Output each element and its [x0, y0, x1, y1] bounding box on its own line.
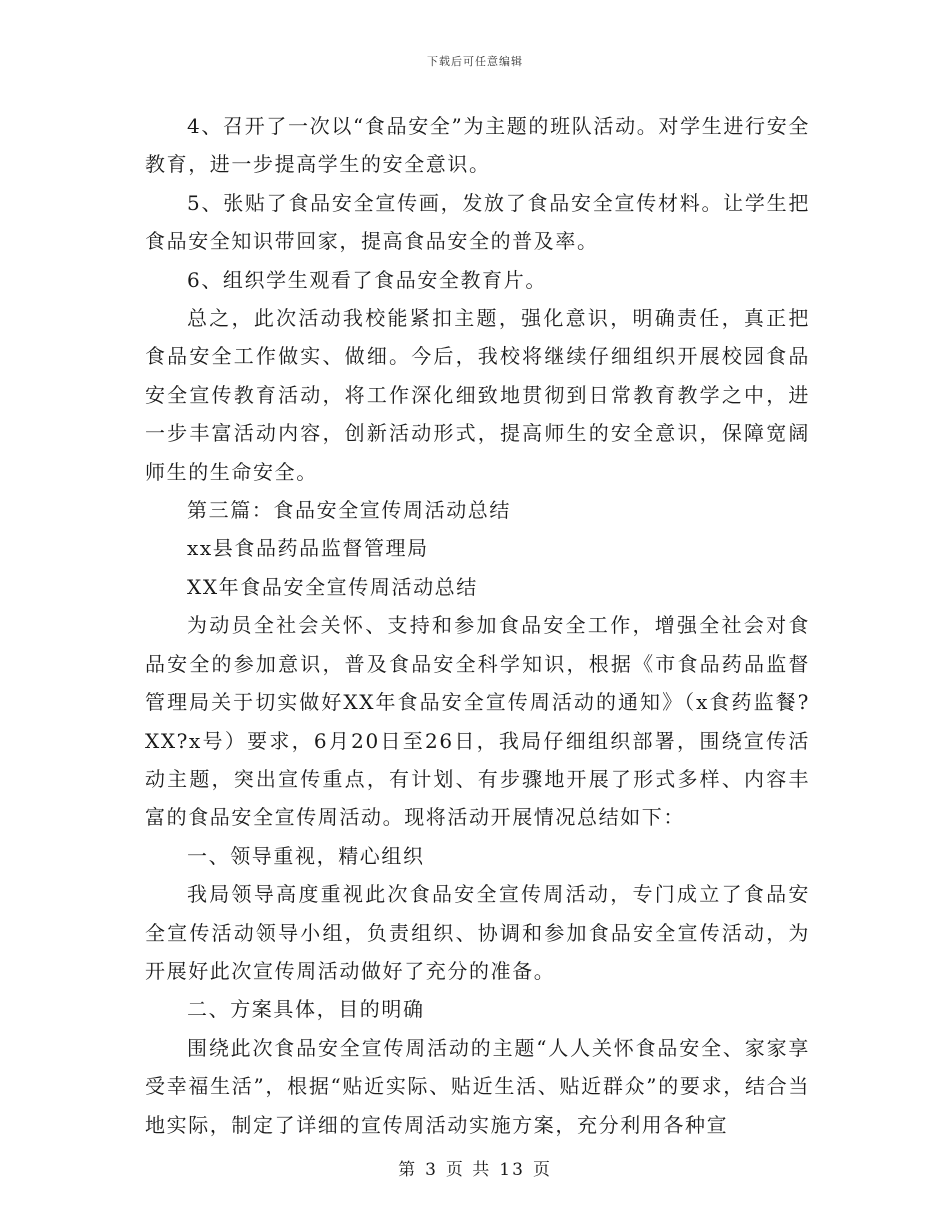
paragraph: 围绕此次食品安全宣传周活动的主题“人人关怀食品安全、家家享受幸福生活”，根据“贴近实际、贴近生活、贴近群众”的要求，结合当地实际，制定了详细的宣传周活动实施方案，充分利用各种宣 — [145, 1035, 810, 1137]
subsection-heading: 一、领导重视，精心组织 — [187, 843, 425, 868]
paragraph: 我局领导高度重视此次食品安全宣传周活动，专门成立了食品安全宣传活动领导小组，负责组织、协调和参加食品安全宣传活动，为开展好此次宣传周活动做好了充分的准备。 — [145, 882, 810, 983]
paragraph: 总之，此次活动我校能紧扣主题，强化意识，明确责任，真正把食品安全工作做实、做细。今后，我校将继续仔细组织开展校园食品安全宣传教育活动，将工作深化细致地贯彻到日常教育教学之中，进一步丰富活动内容，创新活动形式，提高师生的安全意识，保障宽阔师生的生命安全。 — [145, 306, 810, 484]
paragraph: 5、张贴了食品安全宣传画，发放了食品安全宣传材料。让学生把食品安全知识带回家，提高食品安全的普及率。 — [145, 190, 810, 254]
section-heading: 第三篇：食品安全宣传周活动总结 — [187, 498, 511, 523]
paragraph: 6、组织学生观看了食品安全教育片。 — [187, 267, 547, 292]
footer-current-page: 3 — [425, 1160, 438, 1180]
footer-middle: 页 共 — [445, 1160, 492, 1180]
document-body — [145, 107, 810, 1144]
footer-suffix: 页 — [532, 1160, 552, 1180]
footer-prefix: 第 — [398, 1160, 418, 1180]
page-footer — [0, 1155, 950, 1180]
footer-total-pages: 13 — [499, 1160, 525, 1180]
organization-name: xx县食品药品监督管理局 — [187, 536, 429, 561]
paragraph: 4、召开了一次以“食品安全”为主题的班队活动。对学生进行安全教育，进一步提高学生的安全意识。 — [145, 114, 810, 177]
header-note: 下载后可任意编辑 — [427, 55, 523, 68]
paragraph: 为动员全社会关怀、支持和参加食品安全工作，增强全社会对食品安全的参加意识，普及食品安全科学知识，根据《市食品药品监督管理局关于切实做好XX年食品安全宣传周活动的通知》（x食药监餐?XX?x号）要求，6月20日至26日，我局仔细组织部署，围绕宣传活动主题，突出宣传重点，有计划、有步骤地开展了形式多样、内容丰富的食品安全宣传周活动。现将活动开展情况总结如下： — [145, 613, 810, 830]
subsection-heading: 二、方案具体，目的明确 — [187, 997, 425, 1022]
report-title: XX年食品安全宣传周活动总结 — [187, 574, 478, 599]
